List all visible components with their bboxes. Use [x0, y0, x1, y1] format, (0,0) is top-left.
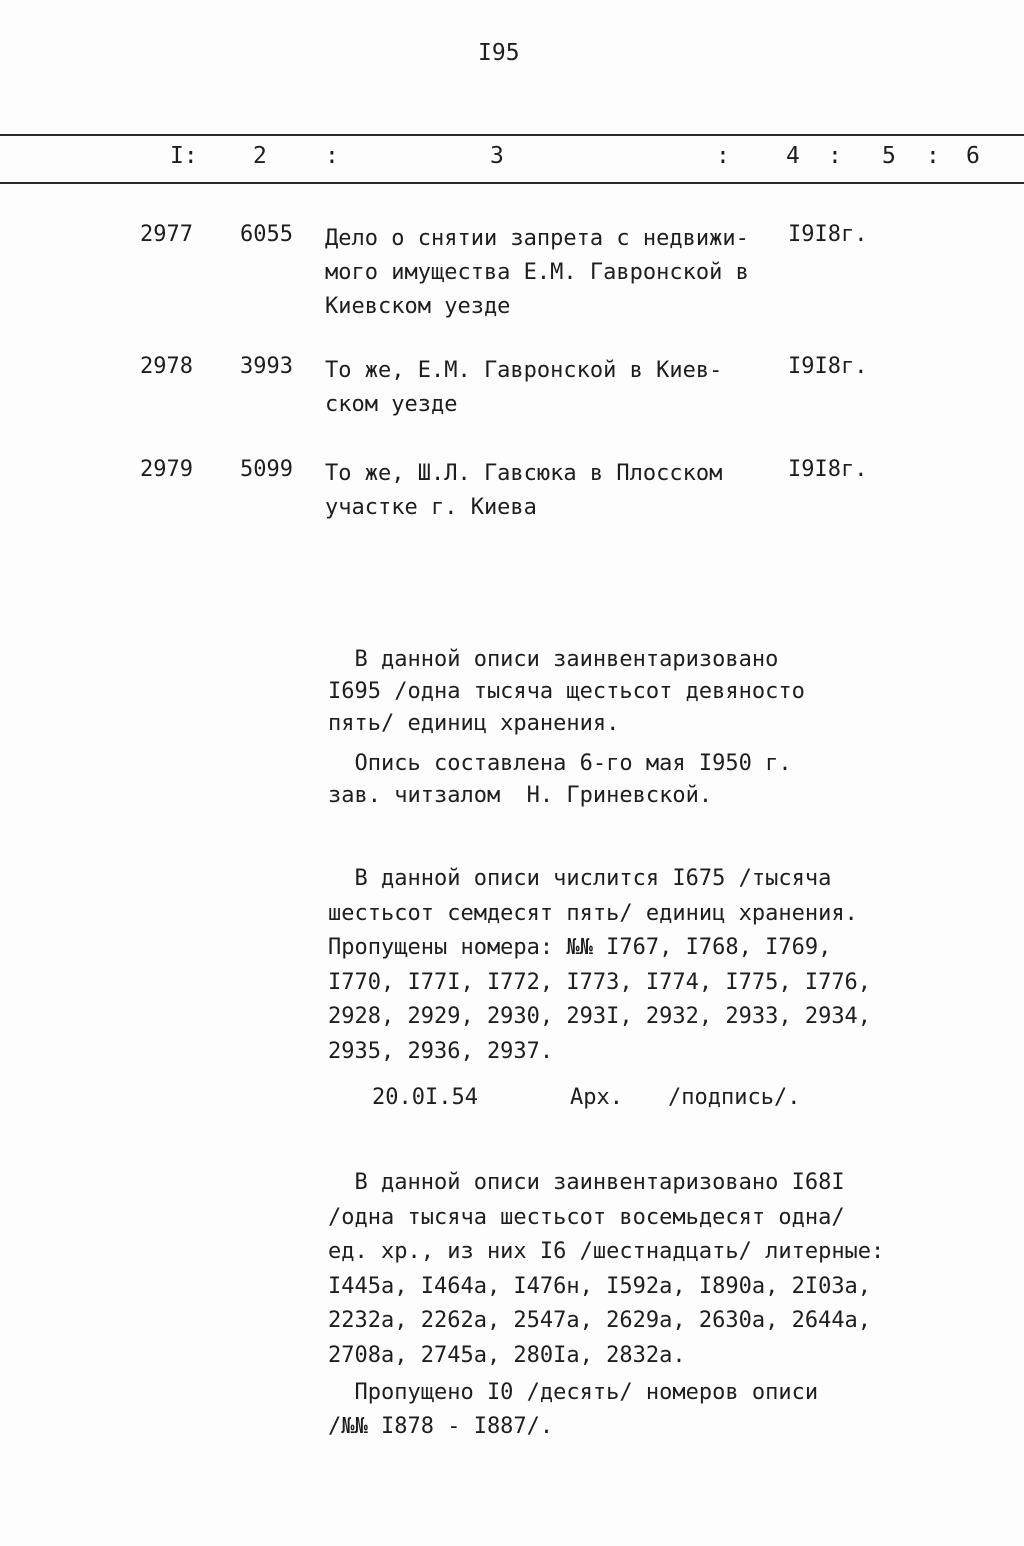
row-date: I9I8г. — [788, 222, 868, 247]
col-separator: : — [716, 143, 730, 169]
row-number: 2979 — [140, 457, 193, 482]
signature: /подпись/. — [668, 1085, 801, 1110]
row-number: 2977 — [140, 222, 193, 247]
file-number: 6055 — [240, 222, 293, 247]
col-header-3: 3 — [490, 143, 504, 169]
inventory-note-1: В данной описи заинвентаризовано I695 /одна тысяча щестьсот девяносто пять/ единиц хранения. — [328, 647, 805, 736]
row-title: Дело о снятии запрета с недвижи- мого имущества Е.М. Гавронской в Киевском уезде — [325, 226, 749, 319]
col-header-4: 4 — [786, 143, 800, 169]
col-header-2: 2 — [253, 143, 267, 169]
row-title: То же, Е.М. Гавронской в Киев- ском уезде — [325, 358, 723, 417]
inventory-note-3: В данной описи заинвентаризовано I68I /одна тысяча шестьсот восемьдесят одна/ ед. хр., из них I6 /шестнадцать/ литерные: I445а, I464а, I476н, I592а, I890а, 2I03а, 2232а, 2262а, 2547а, 2629а, 2630а, 2644а, 2708а, 2745а, 280Iа, 2832а. — [328, 1170, 885, 1368]
col-separator: : — [325, 143, 339, 169]
inventory-note-2: В данной описи числится I675 /тысяча шестьсот семдесят пять/ единиц хранения. Пропущены номера: №№ I767, I768, I769, I770, I77I, I772, I773, I774, I775, I776, 2928, 2929, 2930, 293I, 2932, 2933, 2934, 2935, 2936, 2937. — [328, 866, 872, 1064]
col-header-5: 5 — [882, 143, 896, 169]
row-date: I9I8г. — [788, 457, 868, 482]
page-number: I95 — [478, 40, 520, 66]
col-header-1: I: — [170, 143, 198, 169]
row-number: 2978 — [140, 354, 193, 379]
row-title: То же, Ш.Л. Гавсюка в Плосском участке г. Киева — [325, 461, 723, 520]
missing-numbers-note: Пропущено I0 /десять/ номеров описи /№№ I878 - I887/. — [328, 1380, 819, 1439]
file-number: 5099 — [240, 457, 293, 482]
table-header-rule — [0, 182, 1024, 184]
col-separator: : — [828, 143, 842, 169]
signature-date: 20.0I.54 — [372, 1085, 478, 1110]
row-date: I9I8г. — [788, 354, 868, 379]
table-top-rule — [0, 134, 1024, 136]
compiled-note: Опись составлена 6-го мая I950 г. зав. читзалом Н. Гриневской. — [328, 751, 792, 808]
file-number: 3993 — [240, 354, 293, 379]
col-separator: : — [926, 143, 940, 169]
col-header-6: 6 — [966, 143, 980, 169]
archivist-role: Арх. — [570, 1085, 623, 1110]
